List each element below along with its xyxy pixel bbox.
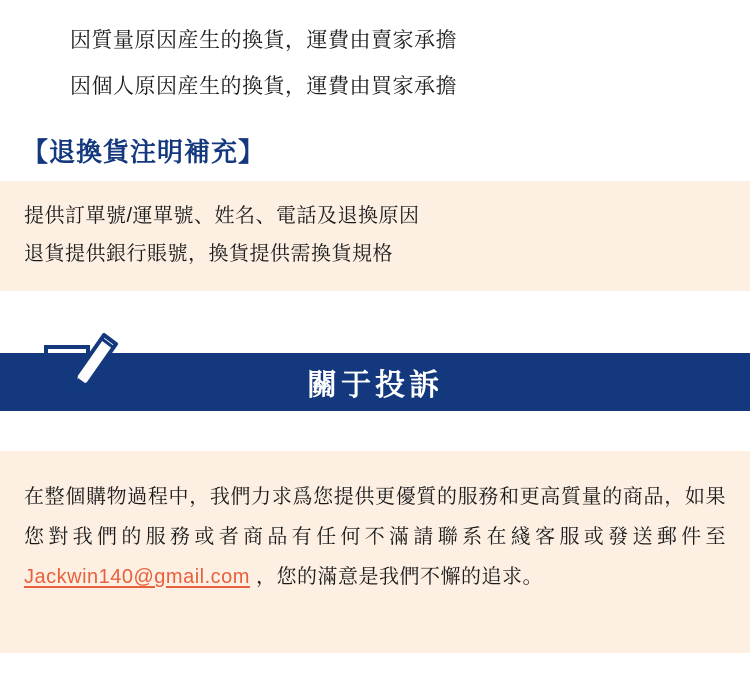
top-notes — [0, 0, 750, 110]
exchange-note-block — [0, 181, 750, 291]
top-note-line: 因質量原因産生的換貨，運費由賣家承擔 — [70, 29, 457, 52]
complaint-text-block — [0, 451, 750, 653]
complaint-banner-wrap — [0, 353, 750, 411]
pencil-write-icon — [36, 321, 120, 405]
exchange-note-line: 退貨提供銀行賬號，換貨提供需換貨規格 — [24, 243, 393, 265]
top-note-line: 因個人原因産生的換貨，運費由買家承擔 — [70, 75, 457, 98]
complaint-text-after: ，您的滿意是我們不懈的追求。 — [249, 566, 543, 588]
complaint-text-before: 在整個購物過程中，我們力求爲您提供更優質的服務和更高質量的商品，如果您對我們的服務或者商品有任何不滿請聯系在綫客服或發送郵件至 — [24, 486, 726, 548]
exchange-note-line: 提供訂單號/運單號、姓名、電話及退換原因 — [24, 205, 420, 227]
complaint-paragraph — [24, 477, 726, 597]
complaint-banner-title: 關于投訴 — [307, 369, 443, 402]
support-email-link[interactable]: Jackwin140@gmail.com — [24, 566, 250, 588]
exchange-section-heading: 【退換貨注明補充】 — [22, 137, 266, 167]
